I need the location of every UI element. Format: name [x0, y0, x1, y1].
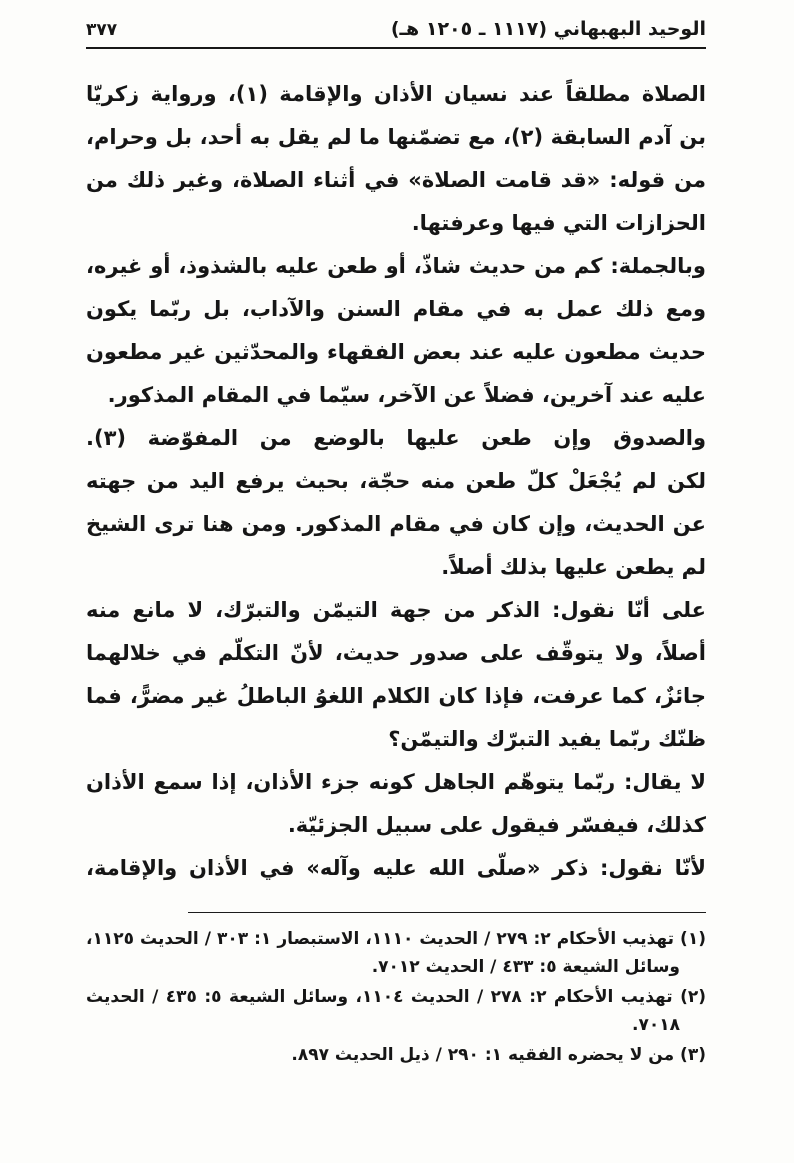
footnote-item: (٢) تهذيب الأحكام ٢: ٢٧٨ / الحديث ١١٠٤، وسائل الشيعة ٥: ٤٣٥ / الحديث ٧٠١٨.: [86, 987, 707, 1035]
header-rule: [86, 47, 706, 49]
footnote-separator: [188, 912, 706, 913]
footnote-item: (٣) من لا يحضره الفقيه ١: ٢٩٠ / ذيل الحديث ٨٩٧.: [291, 1045, 706, 1065]
body-paragraph: لا يقال: ربّما يتوهّم الجاهل كونه جزء الأذان، إذا سمع الأذان كذلك، فيفسّر فيقول على سبيل الجزئيّة.: [86, 770, 706, 837]
body-paragraph: الصلاة مطلقاً عند نسيان الأذان والإقامة (١)، ورواية زكريّا بن آدم السابقة (٢)، مع تضمّنها ما لم يقل به أحد، بل وحرام، من قوله: «قد قامت الصلاة» في أثناء الصلاة، وغير ذلك من الحزازات التي فيها وعرفتها.: [86, 82, 706, 235]
body-paragraph: وبالجملة: كم من حديث شاذّ، أو طعن عليه بالشذوذ، أو غيره، ومع ذلك عمل به في مقام السنن والآداب، بل ربّما يكون حديث مطعون عليه عند بعض الفقهاء والمحدّثين غير مطعون عليه عند آخرين، فضلاً عن الآخر، سيّما في المقام المذكور.: [86, 254, 706, 407]
body-text: [86, 73, 706, 890]
footnotes: [86, 925, 706, 1069]
body-paragraph: على أنّا نقول: الذكر من جهة التيمّن والتبرّك، لا مانع منه أصلاً، ولا يتوقّف على صدور حديث، لأنّ التكلّم في خلالهما جائزٌ، كما عرفت، فإذا كان الكلام اللغوُ الباطلُ غير مضرًّ، فما ظنّك ربّما يفيد التبرّك والتيمّن؟: [86, 598, 706, 751]
body-paragraph: لأنّا نقول: ذكر «صلّى الله عليه وآله» في الأذان والإقامة،: [86, 856, 706, 880]
body-paragraph: لكن لم يُجْعَلْ كلّ طعن منه حجّة، بحيث يرفع اليد من جهته عن الحديث، وإن كان في مقام المذكور. ومن هنا ترى الشيخ لم يطعن عليها بذلك أصلاً.: [86, 469, 706, 579]
page-header: [86, 18, 706, 47]
body-paragraph: والصدوق وإن طعن عليها بالوضع من المفوّضة (٣).: [86, 426, 706, 450]
page-number: ٣٧٧: [86, 20, 118, 40]
footnote-item: (١) تهذيب الأحكام ٢: ٢٧٩ / الحديث ١١١٠، الاستبصار ١: ٣٠٣ / الحديث ١١٢٥، وسائل الشيعة ٥: ٤٣٣ / الحديث ٧٠١٢.: [86, 929, 706, 977]
book-title: الوحيد البهبهاني (١١١٧ ـ ١٢٠٥ هـ): [390, 18, 706, 40]
